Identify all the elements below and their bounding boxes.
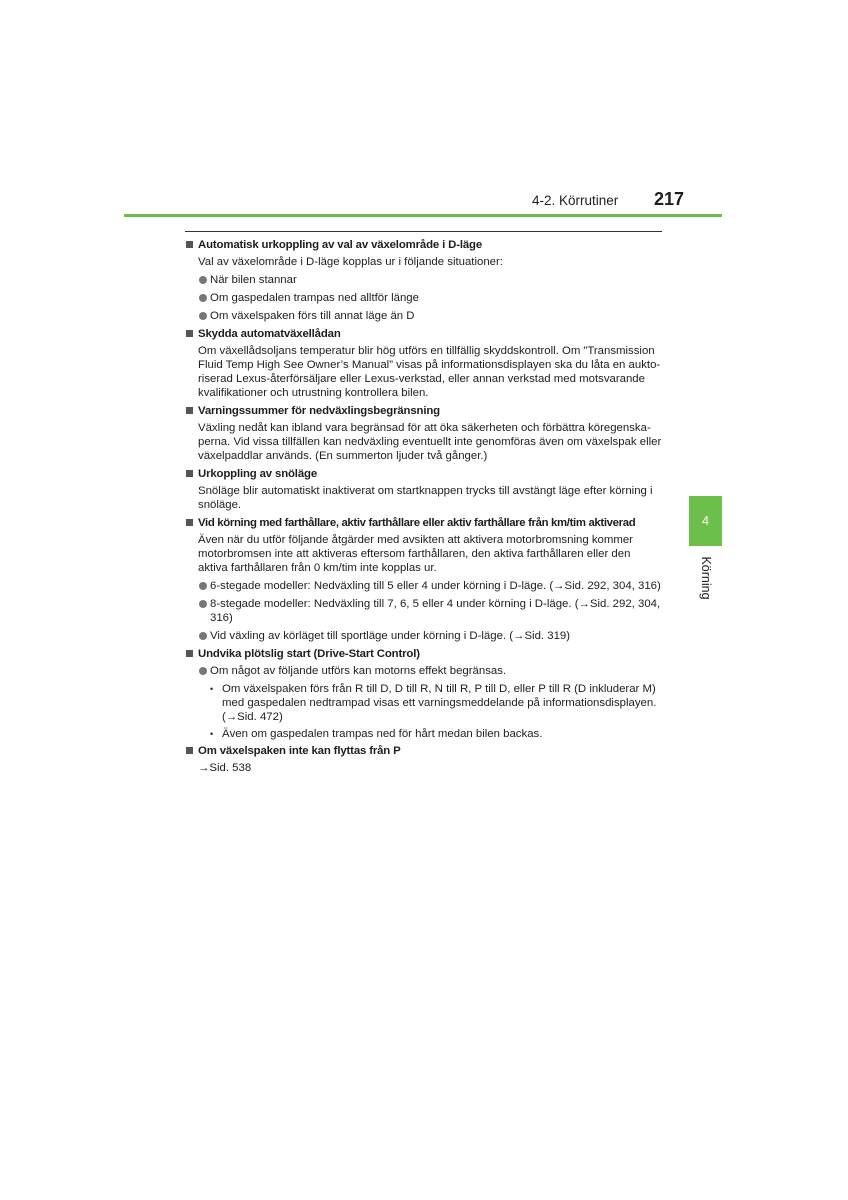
chapter-number: 4 [701,513,710,528]
section-paragraph: Även när du utför följande åtgärder med avsikten att aktivera motorbromsning kommer motorbromsen inte att aktiveras eftersom farthållaren, den aktiva farthållaren eller den aktiva farthållaren från 0 km/tim inte kopplas ur. [198,534,633,574]
sub-list-item: • Även om gaspedalen trampas ned för hårt medan bilen backas. [185,727,663,741]
section-protect-transmission [185,327,663,400]
list-item: När bilen stannar [185,273,663,287]
page-content [185,238,663,779]
section-title: Skydda automatväxellådan [185,327,663,341]
header-section-title: 4-2. Körrutiner [532,193,619,208]
section-title: Urkoppling av snöläge [185,467,663,481]
list-item: 8-stegade modeller: Nedväxling till 7, 6, 5 eller 4 under körning i D-läge. (→Sid. 292, 304, 316) [185,597,663,625]
section-paragraph: Växling nedåt kan ibland vara begränsad för att öka säkerheten och förbättra köregenskaperna. Vid vissa tillfällen kan nedväxling eventuellt inte genomföras även om växelspak eller växelpaddlar används. (En summerton ljuder två gånger.) [198,422,662,462]
section-title: Vid körning med farthållare, aktiv farthållare eller aktiv farthållare från km/tim aktiverad [185,516,663,530]
section-paragraph: Om växellådsoljans temperatur blir hög utförs en tillfällig skyddskontroll. Om ”Transmission Fluid Temp High See Owner’s Manual” visas på informationsdisplayen ska du låta en auktoriserad Lexus-återförsäljare eller Lexus-verkstad, eller annan verkstad med motsvarande kvalifikationer och utrustning kontrollera bilen. [198,345,661,399]
section-title: Undvika plötslig start (Drive-Start Control) [185,647,663,661]
section-title: Om växelspaken inte kan flyttas från P [185,744,663,758]
chapter-tab [689,496,722,546]
section-drive-start-control [185,647,663,741]
section-paragraph: Snöläge blir automatiskt inaktiverat om startknappen trycks till avstängt läge efter körning i snöläge. [198,485,653,511]
section-shift-lever-stuck [185,744,663,775]
section-automatic-disengage [185,238,663,323]
list-item: 6-stegade modeller: Nedväxling till 5 eller 4 under körning i D-läge. (→Sid. 292, 304, 316) [185,579,663,593]
section-title: Varningssummer för nedväxlingsbegränsning [185,404,663,418]
content-divider [185,231,662,232]
header-divider [124,214,722,217]
list-item: Om något av följande utförs kan motorns effekt begränsas. [185,664,663,678]
page-number: 217 [654,189,685,209]
section-cruise-control [185,516,663,643]
section-title: Automatisk urkoppling av val av växelområde i D-läge [185,238,663,252]
list-item: Vid växling av körläget till sportläge under körning i D-läge. (→Sid. 319) [185,629,663,643]
list-item: Om växelspaken förs till annat läge än D [185,309,663,323]
page-reference: →Sid. 538 [198,762,252,774]
section-intro: Val av växelområde i D-läge kopplas ur i följande situationer: [198,256,503,268]
section-downshift-warning [185,404,663,463]
section-snow-mode [185,467,663,512]
sub-list-item: • Om växelspaken förs från R till D, D till R, N till R, P till D, eller P till R (D inkluderar M) med gaspedalen nedtrampad visas ett varningsmeddelande på informationsdisplayen. (→Sid. 472) [185,682,663,724]
list-item: Om gaspedalen trampas ned alltför länge [185,291,663,305]
chapter-label: Körning [699,556,713,600]
